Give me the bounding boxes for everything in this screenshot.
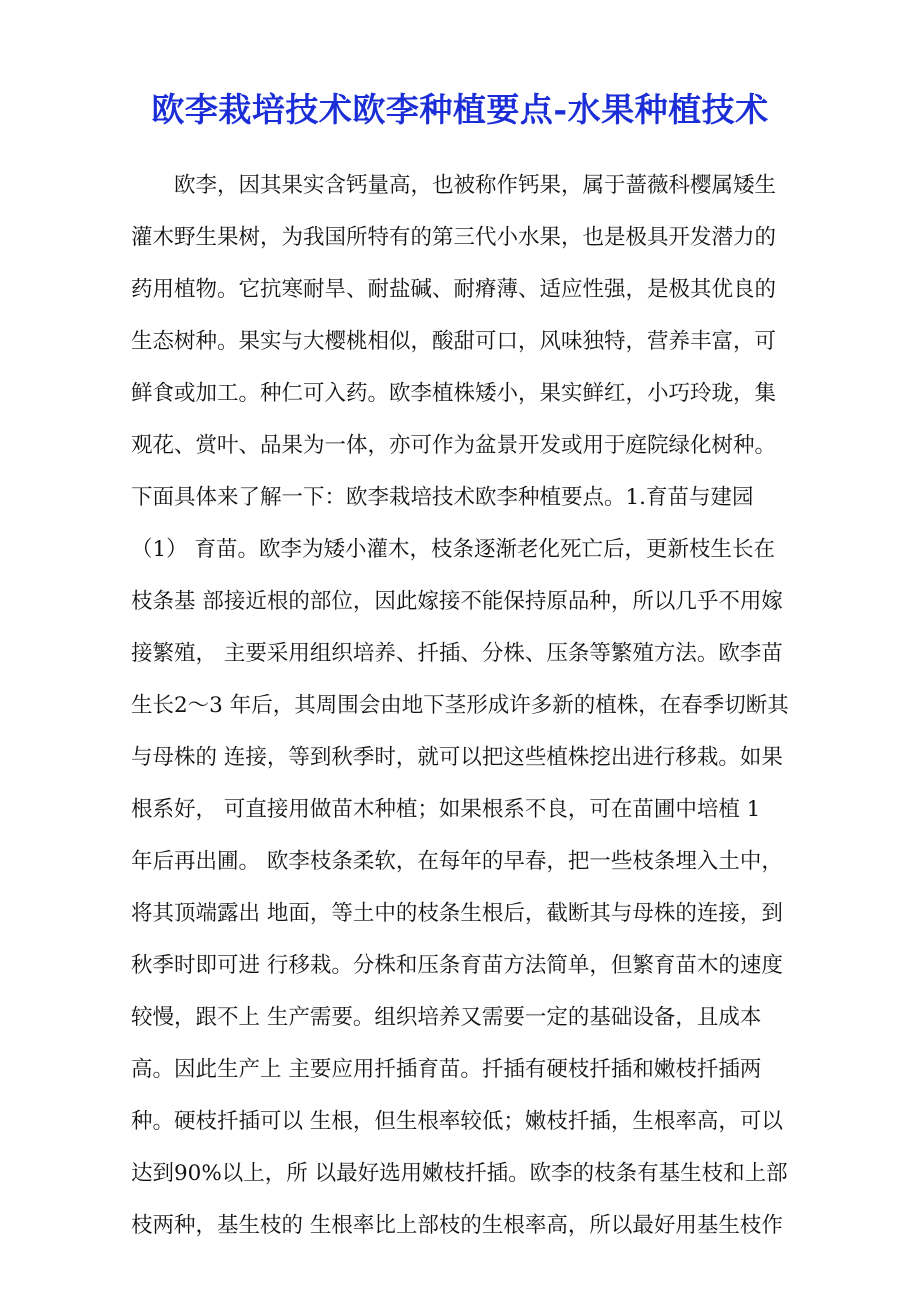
body-line-7: 下面具体来了解一下：欧李栽培技术欧李种植要点。1.育苗与建园 [131,485,754,510]
body-line-13: 根系好， 可直接用做苗木种植；如果根系不良，可在苗圃中培植 1 [131,797,761,822]
document-title: 欧李栽培技术欧李种植要点-水果种植技术 [151,90,769,129]
body-line-6: 观花、赏叶、品果为一体，亦可作为盆景开发或用于庭院绿化树种。 [131,433,777,458]
body-line-16: 秋季时即可进 行移栽。分株和压条育苗方法简单，但繁育苗木的速度 [131,953,783,978]
document-body [131,160,791,1252]
body-line-3: 药用植物。它抗寒耐旱、耐盐碱、耐瘠薄、适应性强，是极其优良的 [131,277,777,302]
body-line-1: 欧李，因其果实含钙量高，也被称作钙果，属于蔷薇科樱属矮生 [174,173,777,198]
body-line-17: 较慢，跟不上 生产需要。组织培养又需要一定的基础设备，且成本 [131,1005,762,1030]
body-line-14: 年后再出圃。 欧李枝条柔软，在每年的早春，把一些枝条埋入土中， [131,849,783,874]
body-line-5: 鲜食或加工。种仁可入药。欧李植株矮小，果实鲜红，小巧玲珑，集 [131,381,777,406]
body-line-9: 枝条基 部接近根的部位，因此嫁接不能保持原品种，所以几乎不用嫁 [131,589,783,614]
body-line-15: 将其顶端露出 地面，等土中的枝条生根后，截断其与母株的连接，到 [131,901,783,926]
body-line-8: （1） 育苗。欧李为矮小灌木，枝条逐渐老化死亡后，更新枝生长在 [131,537,776,562]
body-line-12: 与母株的 连接，等到秋季时，就可以把这些植株挖出进行移栽。如果 [131,745,783,770]
body-line-21: 枝两种，基生枝的 生根率比上部枝的生根率高，所以最好用基生枝作 [131,1213,783,1238]
body-line-19: 种。硬枝扦插可以 生根，但生根率较低；嫩枝扦插，生根率高，可以 [131,1109,783,1134]
body-line-10: 接繁殖， 主要采用组织培养、扦插、分株、压条等繁殖方法。欧李苗 [131,641,783,666]
body-line-4: 生态树种。果实与大樱桃相似，酸甜可口，风味独特，营养丰富，可 [131,329,777,354]
body-line-2: 灌木野生果树，为我国所特有的第三代小水果，也是极具开发潜力的 [131,225,777,250]
body-line-20: 达到90%以上，所 以最好选用嫩枝扦插。欧李的枝条有基生枝和上部 [131,1161,788,1186]
body-line-11: 生长2～3 年后，其周围会由地下茎形成许多新的植株，在春季切断其 [131,693,789,718]
body-line-18: 高。因此生产上 主要应用扦插育苗。扦插有硬枝扦插和嫩枝扦插两 [131,1057,762,1082]
